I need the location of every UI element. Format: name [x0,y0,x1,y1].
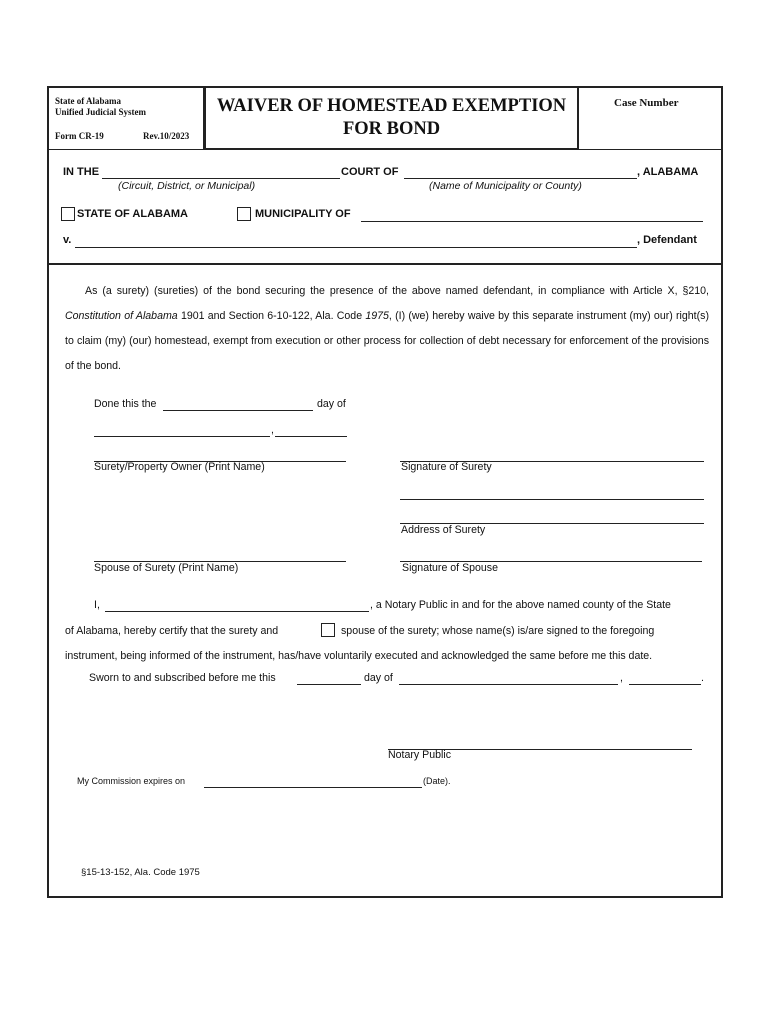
waiver-form [47,86,723,898]
form-title-box [204,88,579,150]
notary-name-field[interactable] [105,611,369,612]
surety-print-name-label: Surety/Property Owner (Print Name) [94,461,265,473]
done-comma: , [271,424,274,436]
spouse-signature-label: Signature of Spouse [402,562,499,574]
case-caption [49,150,721,265]
sworn-day-of-label: day of [364,672,393,684]
constitution-title: Constitution of Alabama [65,310,178,322]
done-day-field[interactable] [163,410,313,411]
notary-line-2a: of Alabama, hereby certify that the surety and [65,625,279,637]
waiver-text-1: As (a surety) (sureties) of the bond securing the presence of the above named defendant, in compliance with Article X, §210, [85,285,709,297]
surety-address-line-1[interactable] [400,499,704,500]
alabama-label: , ALABAMA [637,166,699,178]
surety-address-label: Address of Surety [401,524,486,536]
notary-line-3: instrument, being informed of the instrument, has/have voluntarily executed and acknowledged the same before me this date. [65,650,653,662]
notary-line-1: , a Notary Public in and for the above named county of the State [370,599,671,611]
form-number: Form CR-19 [55,131,104,141]
notary-i-label: I, [94,599,100,611]
court-type-field[interactable] [102,178,340,179]
code-year: 1975 [365,310,389,322]
municipality-county-field[interactable] [404,178,637,179]
municipality-of-label: MUNICIPALITY OF [255,208,351,220]
agency-line-1: State of Alabama [55,96,121,106]
waiver-text-3: , (I) (we) hereby waive by this separate instrument (my) our) right(s) to claim (my) (our) homestead, exempt from execution or other process for collection of debt necessary for enforcement of the provisions of the bond. [65,310,709,372]
court-of-label: COURT OF [341,166,399,178]
done-day-of-label: day of [317,398,346,410]
form-title-line-2: FOR BOND [342,119,441,139]
done-month-field[interactable] [94,436,270,437]
done-this-label: Done this the [94,398,157,410]
commission-date-label: (Date). [423,776,451,786]
spouse-print-name-label: Spouse of Surety (Print Name) [94,562,239,574]
form-revision: Rev.10/2023 [143,131,190,141]
state-of-alabama-checkbox[interactable] [61,207,75,221]
municipality-checkbox[interactable] [237,207,251,221]
case-number-label: Case Number [614,97,679,109]
defendant-name-field[interactable] [75,247,637,248]
commission-expires-label: My Commission expires on [77,776,186,786]
municipality-name-field[interactable] [361,221,703,222]
sworn-comma: , [620,672,623,684]
code-reference: §15-13-152, Ala. Code 1975 [81,867,200,878]
state-of-alabama-label: STATE OF ALABAMA [77,208,189,220]
waiver-text-2: 1901 and Section 6-10-122, Ala. Code [180,310,363,322]
in-the-label: IN THE [63,166,100,178]
defendant-label: , Defendant [637,234,697,246]
done-year-field[interactable] [275,436,347,437]
sworn-month-field[interactable] [399,684,618,685]
form-identifier-box [49,88,204,150]
municipality-hint: (Name of Municipality or County) [429,180,582,192]
sworn-label: Sworn to and subscribed before me this [89,672,276,684]
sworn-year-field[interactable] [629,684,701,685]
notary-public-label: Notary Public [388,749,451,761]
waiver-paragraph [65,279,709,379]
surety-and-spouse-checkbox[interactable] [321,623,335,637]
versus-label: v. [63,234,72,246]
case-number-box[interactable] [579,88,721,150]
sworn-day-field[interactable] [297,684,361,685]
form-title-line-1: WAIVER OF HOMESTEAD EXEMPTION [216,96,567,116]
court-type-hint: (Circuit, District, or Municipal) [118,180,256,192]
sworn-period: . [701,672,704,684]
agency-line-2: Unified Judicial System [55,107,147,117]
surety-signature-label: Signature of Surety [401,461,492,473]
notary-line-2b: spouse of the surety; whose name(s) is/are signed to the foregoing [341,625,655,637]
commission-date-field[interactable] [204,787,422,788]
